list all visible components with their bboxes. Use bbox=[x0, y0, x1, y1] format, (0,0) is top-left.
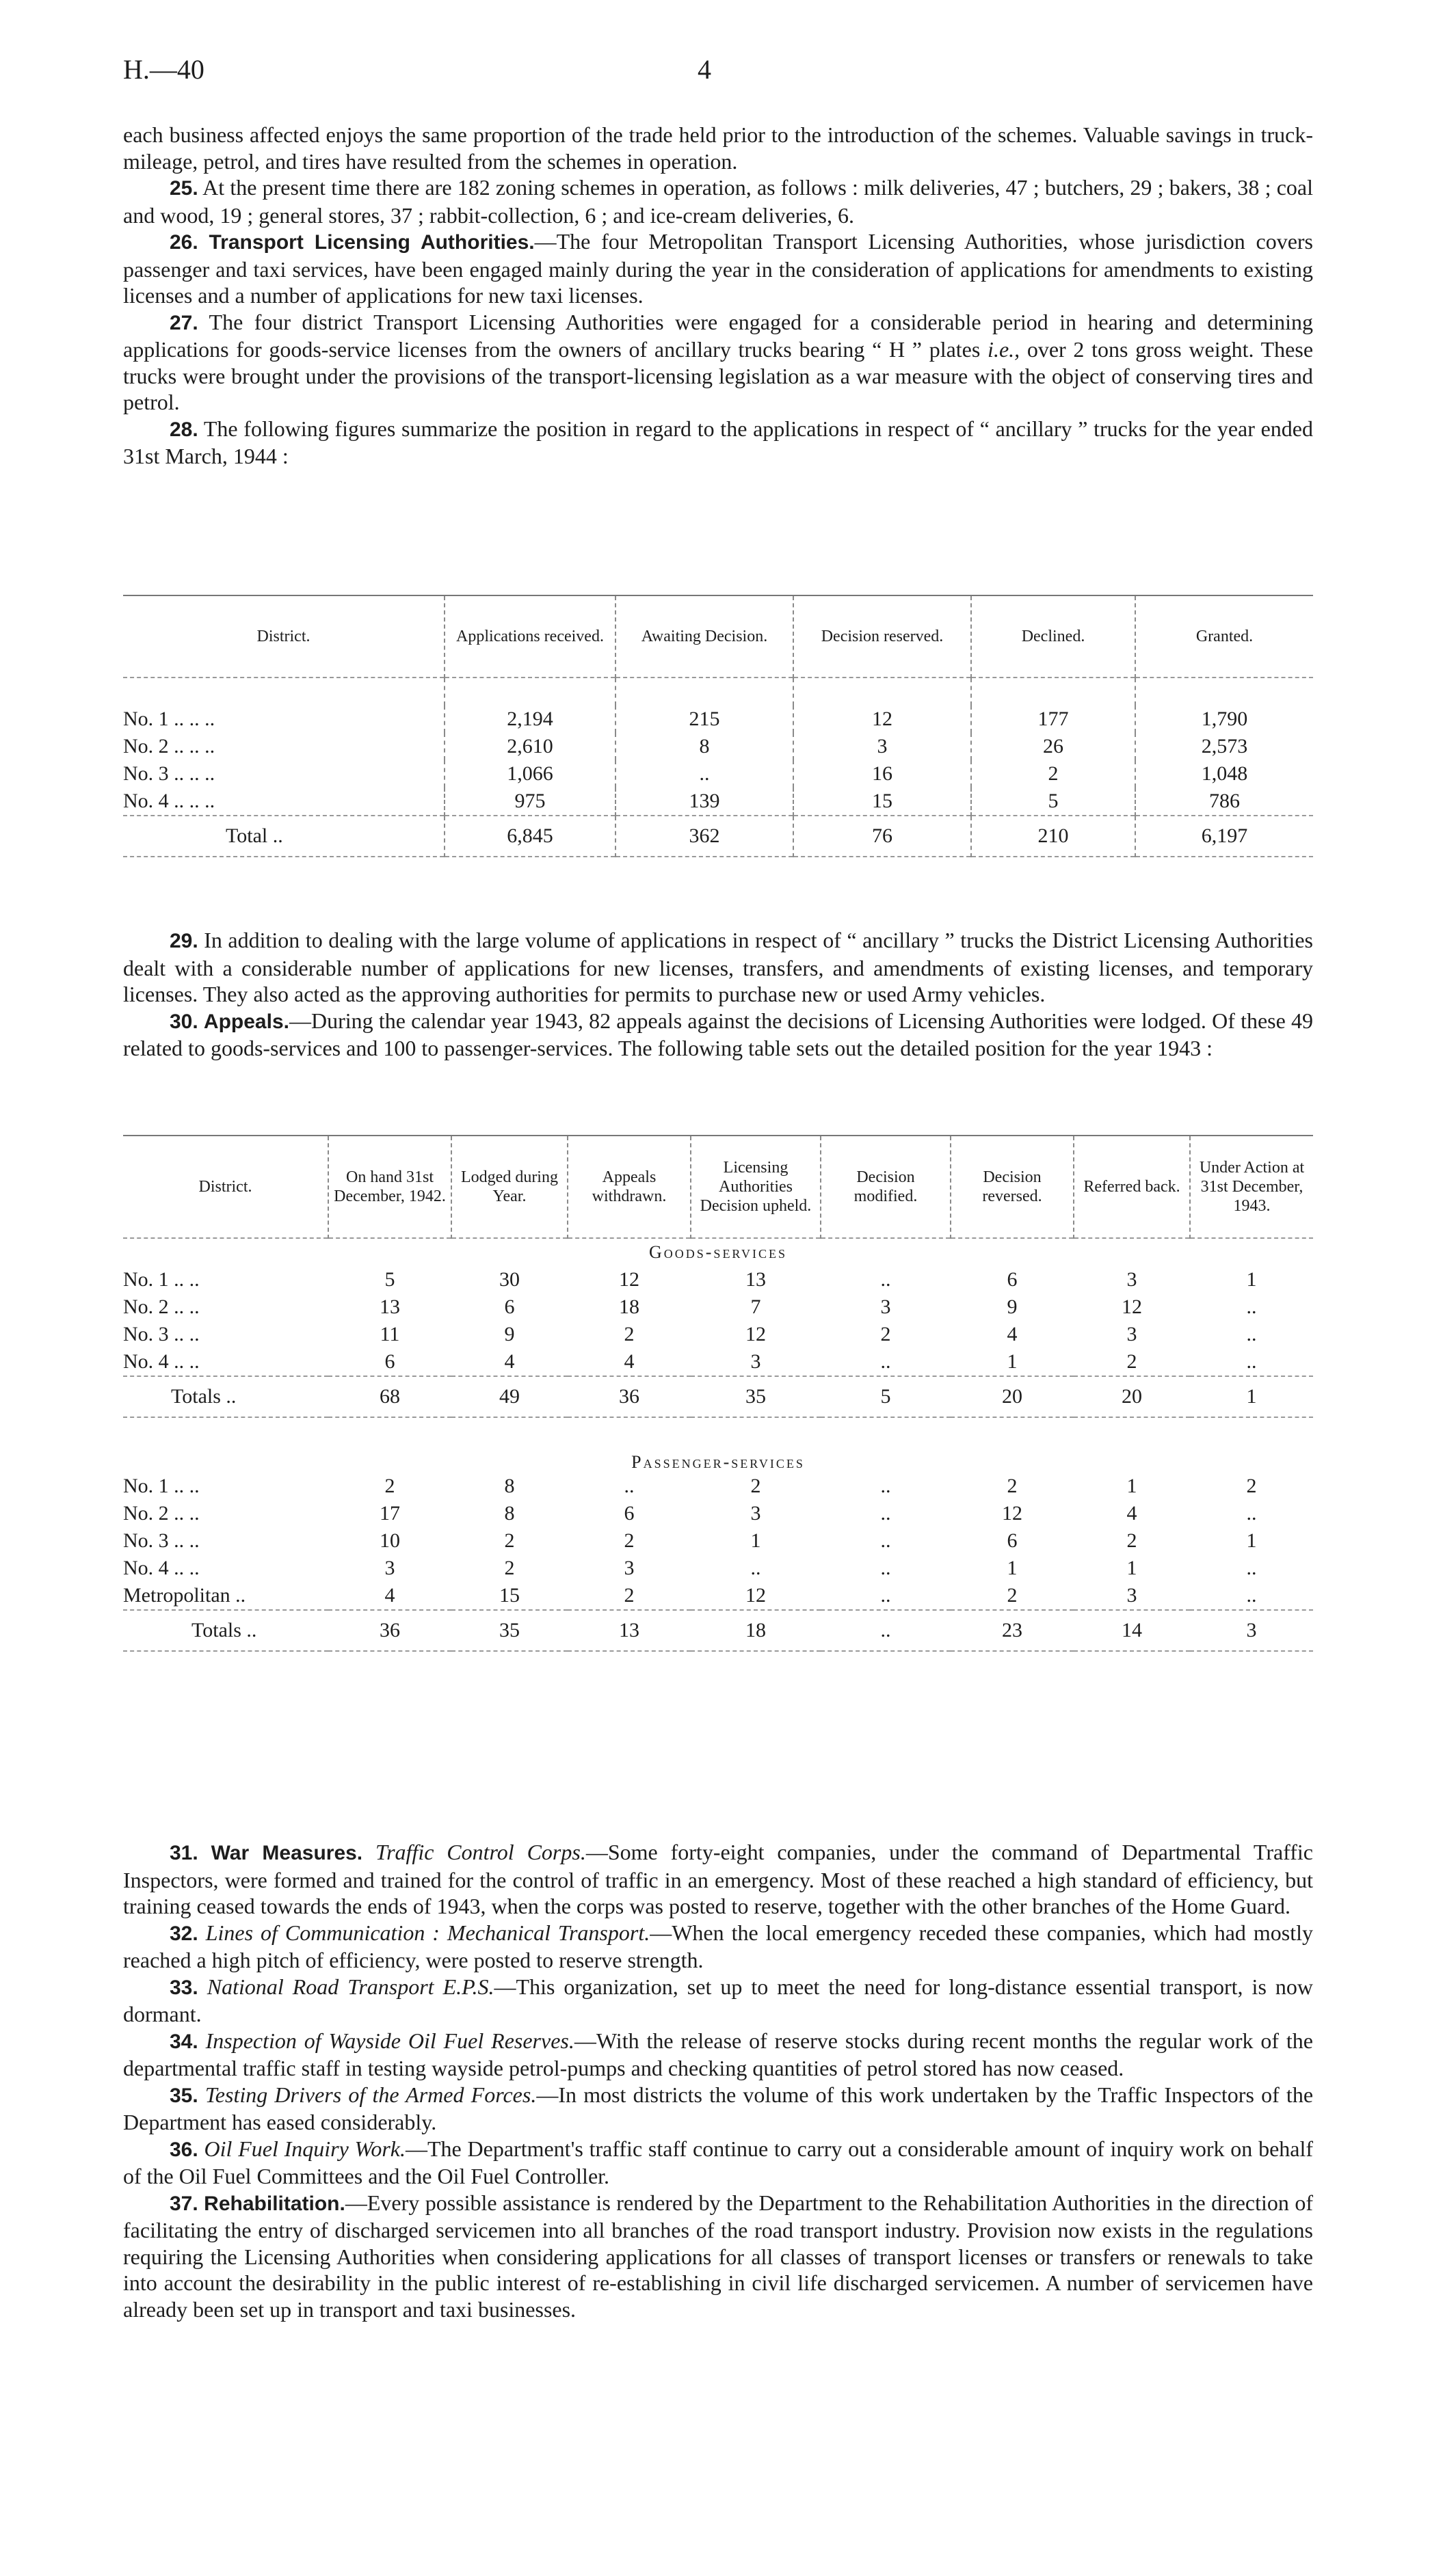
total-cell: 14 bbox=[1122, 1619, 1142, 1641]
col-declined: Declined. bbox=[971, 595, 1135, 677]
table-cell: 5 bbox=[384, 1268, 395, 1291]
district-name: No. 1 bbox=[123, 1475, 169, 1497]
table-cell: 12 bbox=[619, 1268, 639, 1291]
table-cell: 7 bbox=[750, 1296, 761, 1318]
table-cell: .. bbox=[880, 1350, 891, 1373]
table-cell: 1,066 bbox=[445, 760, 615, 788]
table-cell: 16 bbox=[793, 760, 971, 788]
text-block-bottom bbox=[123, 1839, 1313, 2322]
table-cell: 17 bbox=[380, 1502, 400, 1525]
paragraph-32: 32. Lines of Communication : Mechanical Transport.—When the local emergency receded these companies, which had mostly reached a high pitch of efficiency, were posted to reserve strength. bbox=[123, 1920, 1314, 1972]
total-label: Totals bbox=[171, 1385, 221, 1408]
col-district: District. bbox=[198, 1178, 252, 1196]
table-cell: .. bbox=[880, 1584, 891, 1607]
paragraph-25: 25. At the present time there are 182 zoning schemes in operation, as follows : milk deliveries, 47 ; butchers, 29 ; bakers, 38 ; coal and wood, 19 ; general stores, 37 ; rabbit-collection, 6 ; and ice-cream deliveries, 6. bbox=[123, 175, 1314, 228]
paragraph-36: 36. Oil Fuel Inquiry Work.—The Department's traffic staff continue to carry out a considerable amount of inquiry work on behalf of the Oil Fuel Committees and the Oil Fuel Controller. bbox=[123, 2136, 1314, 2188]
table-cell: 1 bbox=[1246, 1529, 1257, 1552]
district-name: No. 4 bbox=[123, 1557, 169, 1579]
table-cell: 8 bbox=[504, 1502, 515, 1525]
total-cell: 3 bbox=[1246, 1619, 1257, 1641]
table-cell: 2,194 bbox=[445, 706, 615, 733]
table-cell: .. bbox=[880, 1268, 891, 1291]
table-cell: 2 bbox=[971, 760, 1135, 788]
table-cell: .. bbox=[1246, 1296, 1257, 1318]
table-cell: 2 bbox=[504, 1557, 515, 1579]
page-number: 4 bbox=[698, 54, 711, 85]
table-cell: 15 bbox=[793, 788, 971, 816]
paragraph-27: 27. The four district Transport Licensing Authorities were engaged for a considerable period in hearing and determining applications for goods-service licenses from the owners of ancillary trucks bearing “ H ” plates i.e., over 2 tons gross weight. These trucks were brought under the provisions of the transport-licensing legislation as a war measure with the object of conserving tires and petrol. bbox=[123, 309, 1314, 414]
district-name: No. 3 bbox=[123, 1323, 169, 1345]
table-cell: 3 bbox=[384, 1557, 395, 1579]
table-cell: .. bbox=[1246, 1584, 1257, 1607]
table-cell: 2,573 bbox=[1135, 733, 1313, 760]
table-cell: 6 bbox=[1007, 1529, 1018, 1552]
table-cell: .. bbox=[880, 1557, 891, 1579]
table-cell: 2 bbox=[624, 1529, 635, 1552]
paragraph-33: 33. National Road Transport E.P.S.—This organization, set up to meet the need for long-distance essential transport, is now dormant. bbox=[123, 1974, 1313, 2026]
table-row: No. 3 .. .. 10 2 2 1 .. 6 2 1 bbox=[123, 1527, 1313, 1555]
table-cell: 5 bbox=[971, 788, 1135, 816]
table-cell: .. bbox=[615, 760, 793, 788]
table-cell: 6 bbox=[384, 1350, 395, 1373]
table-cell: 2 bbox=[1126, 1529, 1137, 1552]
table-cell: 3 bbox=[880, 1296, 891, 1318]
table-cell: 1,790 bbox=[1135, 706, 1313, 733]
table-cell: 12 bbox=[745, 1323, 766, 1345]
paragraph-30: 30. Appeals.—During the calendar year 1943, 82 appeals against the decisions of Licensing Authorities were lodged. Of these 49 related to goods-services and 100 to passenger-services. The following table sets out the detailed position for the year 1943 : bbox=[123, 1008, 1314, 1060]
total-cell: 1 bbox=[1246, 1385, 1257, 1408]
table-cell: 3 bbox=[1126, 1323, 1137, 1345]
col-reversed: Decision reversed. bbox=[951, 1136, 1074, 1238]
table-cell: 4 bbox=[624, 1350, 635, 1373]
table-cell: .. bbox=[1246, 1323, 1257, 1345]
total-cell: 36 bbox=[619, 1385, 639, 1408]
table-cell: 4 bbox=[1007, 1323, 1018, 1345]
table-cell: 1 bbox=[1007, 1557, 1018, 1579]
table-cell: 15 bbox=[499, 1584, 520, 1607]
total-label: Total bbox=[226, 824, 268, 847]
table-cell: 2 bbox=[624, 1323, 635, 1345]
col-referred-back: Referred back. bbox=[1074, 1136, 1190, 1238]
table-cell: 1,048 bbox=[1135, 760, 1313, 788]
table-cell: .. bbox=[1246, 1557, 1257, 1579]
total-cell: .. bbox=[880, 1619, 891, 1641]
paragraph-34: 34. Inspection of Wayside Oil Fuel Reserves.—With the release of reserve stocks during recent months the regular work of the departmental traffic staff in testing wayside petrol-pumps and checking quantities of petrol stored has now ceased. bbox=[123, 2028, 1314, 2080]
total-cell: 49 bbox=[499, 1385, 520, 1408]
district-name: No. 3 bbox=[123, 762, 169, 785]
text-block-top bbox=[123, 122, 1313, 470]
ancillary-trucks-table bbox=[123, 595, 1313, 857]
table-cell: 4 bbox=[384, 1584, 395, 1607]
col-awaiting-decision: Awaiting Decision. bbox=[615, 595, 793, 677]
table-row: No. 4 .. .. 6 4 4 3 .. 1 2 .. bbox=[123, 1348, 1313, 1376]
table-row: No. 2 .. .. .. 2,610 8 3 26 2,573 bbox=[123, 733, 1313, 760]
paragraph-31: 31. War Measures. Traffic Control Corps.—Some forty-eight companies, under the command of Departmental Traffic Inspectors, were formed and trained for the control of traffic in an emergency. Most of these reached a high standard of efficiency, but training ceased towards the ends of 1943, when the corps was posted to reserve, together with the other branches of the Home Guard. bbox=[123, 1840, 1313, 1918]
col-district: District. bbox=[256, 628, 310, 645]
total-cell: 23 bbox=[1002, 1619, 1022, 1641]
total-cell: 76 bbox=[793, 816, 971, 857]
total-cell: 35 bbox=[499, 1619, 520, 1641]
district-name: No. 1 bbox=[123, 1268, 169, 1291]
total-cell: 36 bbox=[380, 1619, 400, 1641]
paragraph-29: 29. In addition to dealing with the large volume of applications in respect of “ ancillary ” trucks the District Licensing Authorities dealt with a considerable number of applications for new licenses, transfers, and amendments of existing licenses, and temporary licenses. They also acted as the approving authorities for permits to purchase new or used Army vehicles. bbox=[123, 928, 1314, 1006]
table-row: No. 1 .. .. 5 30 12 13 .. 6 3 1 bbox=[123, 1266, 1313, 1293]
table-cell: .. bbox=[750, 1557, 761, 1579]
table-cell: 18 bbox=[619, 1296, 639, 1318]
table-total-row: Totals .. 36 35 13 18 .. 23 14 3 bbox=[123, 1610, 1313, 1651]
table-cell: .. bbox=[880, 1502, 891, 1525]
table-cell: 2 bbox=[1246, 1475, 1257, 1497]
table-cell: 3 bbox=[624, 1557, 635, 1579]
table-cell: 2 bbox=[880, 1323, 891, 1345]
table-row: No. 2 .. .. 13 6 18 7 3 9 12 .. bbox=[123, 1293, 1313, 1321]
table-cell: 1 bbox=[1126, 1557, 1137, 1579]
table-cell: 786 bbox=[1135, 788, 1313, 816]
table-cell: 2 bbox=[1126, 1350, 1137, 1373]
total-cell: 13 bbox=[619, 1619, 639, 1641]
table-total-row: Totals .. 68 49 36 35 5 20 20 1 bbox=[123, 1376, 1313, 1417]
text-block-middle bbox=[123, 927, 1313, 1062]
table-cell: 139 bbox=[615, 788, 793, 816]
total-cell: 18 bbox=[745, 1619, 766, 1641]
col-on-hand: On hand 31st December, 1942. bbox=[328, 1136, 451, 1238]
total-cell: 68 bbox=[380, 1385, 400, 1408]
col-granted: Granted. bbox=[1135, 595, 1313, 677]
col-withdrawn: Appeals withdrawn. bbox=[568, 1136, 691, 1238]
district-name: No. 2 bbox=[123, 1502, 169, 1525]
table-total-row: Total .. 6,845 362 76 210 6,197 bbox=[123, 816, 1313, 857]
paragraph-35: 35. Testing Drivers of the Armed Forces.—In most districts the volume of this work undertaken by the Traffic Inspectors of the Department has eased considerably. bbox=[123, 2082, 1314, 2134]
table-cell: 2 bbox=[384, 1475, 395, 1497]
table-cell: 6 bbox=[624, 1502, 635, 1525]
table-row: Metropolitan .. 4 15 2 12 .. 2 3 .. bbox=[123, 1582, 1313, 1610]
section-title-goods: Goods-services bbox=[648, 1242, 788, 1262]
table-cell: 2 bbox=[624, 1584, 635, 1607]
district-name: No. 3 bbox=[123, 1529, 169, 1552]
table-cell: 26 bbox=[971, 733, 1135, 760]
district-name: Metropolitan bbox=[123, 1584, 230, 1607]
table-cell: 1 bbox=[1246, 1268, 1257, 1291]
table-cell: 12 bbox=[1002, 1502, 1022, 1525]
col-under-action: Under Action at 31st December, 1943. bbox=[1190, 1136, 1313, 1238]
table-row: No. 4 .. .. .. 975 139 15 5 786 bbox=[123, 788, 1313, 816]
district-name: No. 4 bbox=[123, 1350, 169, 1373]
table-row: No. 1 .. .. .. 2,194 215 12 177 1,790 bbox=[123, 706, 1313, 733]
table-cell: 9 bbox=[504, 1323, 515, 1345]
table-cell: 3 bbox=[750, 1502, 761, 1525]
section-title-passenger: Passenger-services bbox=[631, 1452, 805, 1472]
table-cell: 11 bbox=[380, 1323, 400, 1345]
table-row: No. 4 .. .. 3 2 3 .. .. 1 1 .. bbox=[123, 1555, 1313, 1582]
table-cell: 8 bbox=[615, 733, 793, 760]
table-cell: 3 bbox=[1126, 1268, 1137, 1291]
total-cell: 6,197 bbox=[1135, 816, 1313, 857]
col-lodged: Lodged during Year. bbox=[451, 1136, 568, 1238]
table-cell: 3 bbox=[1126, 1584, 1137, 1607]
table-cell: 4 bbox=[504, 1350, 515, 1373]
paragraph-continued: each business affected enjoys the same proportion of the trade held prior to the introduction of the schemes. Valuable savings in truck-mileage, petrol, and tires have resulted from the schemes in operation. bbox=[123, 122, 1313, 174]
col-decision-reserved: Decision reserved. bbox=[793, 595, 971, 677]
col-applications-received: Applications received. bbox=[445, 595, 615, 677]
table-cell: 1 bbox=[1007, 1350, 1018, 1373]
table-cell: 12 bbox=[745, 1584, 766, 1607]
table-row: No. 2 .. .. 17 8 6 3 .. 12 4 .. bbox=[123, 1500, 1313, 1527]
col-modified: Decision modified. bbox=[821, 1136, 951, 1238]
table-cell: 2 bbox=[1007, 1584, 1018, 1607]
table-cell: 1 bbox=[1126, 1475, 1137, 1497]
table-cell: 3 bbox=[793, 733, 971, 760]
table-cell: 2,610 bbox=[445, 733, 615, 760]
table-cell: 2 bbox=[1007, 1475, 1018, 1497]
table-cell: .. bbox=[624, 1475, 635, 1497]
total-cell: 20 bbox=[1122, 1385, 1142, 1408]
total-cell: 6,845 bbox=[445, 816, 615, 857]
table-cell: 13 bbox=[380, 1296, 400, 1318]
table-cell: .. bbox=[1246, 1350, 1257, 1373]
table-cell: 177 bbox=[971, 706, 1135, 733]
table-cell: 30 bbox=[499, 1268, 520, 1291]
document-reference: H.—40 bbox=[123, 54, 204, 85]
district-name: No. 2 bbox=[123, 1296, 169, 1318]
table-cell: 215 bbox=[615, 706, 793, 733]
table-cell: 12 bbox=[793, 706, 971, 733]
appeals-table bbox=[123, 1135, 1313, 1652]
table-cell: 4 bbox=[1126, 1502, 1137, 1525]
table-cell: 3 bbox=[750, 1350, 761, 1373]
table-cell: 13 bbox=[745, 1268, 766, 1291]
total-label: Totals bbox=[191, 1619, 241, 1641]
table-cell: 2 bbox=[750, 1475, 761, 1497]
paragraph-26: 26. Transport Licensing Authorities.—The four Metropolitan Transport Licensing Authorities, whose jurisdiction covers passenger and taxi services, have been engaged mainly during the year in the consideration of applications for amendments to existing licenses and a number of applications for new taxi licenses. bbox=[123, 229, 1314, 308]
table-cell: 12 bbox=[1122, 1296, 1142, 1318]
table-row: No. 3 .. .. .. 1,066 .. 16 2 1,048 bbox=[123, 760, 1313, 788]
table-cell: 10 bbox=[380, 1529, 400, 1552]
table-cell: 8 bbox=[504, 1475, 515, 1497]
table-cell: .. bbox=[880, 1475, 891, 1497]
total-cell: 20 bbox=[1002, 1385, 1022, 1408]
table-cell: .. bbox=[880, 1529, 891, 1552]
paragraph-37: 37. Rehabilitation.—Every possible assistance is rendered by the Department to the Rehabilitation Authorities in the direction of facilitating the entry of discharged servicemen into all branches of the road transport industry. Provision now exists in the regulations requiring the Licensing Authorities when considering applications for all classes of transport licenses or transfers or renewals to take into account the desirability in the public interest of re-establishing in civil life discharged servicemen. A number of servicemen have already been set up in transport and taxi businesses. bbox=[123, 2190, 1314, 2322]
paragraph-28: 28. The following figures summarize the position in regard to the applications in respect of “ ancillary ” trucks for the year ended 31st March, 1944 : bbox=[123, 416, 1314, 468]
district-name: No. 1 bbox=[123, 708, 169, 730]
table-cell: 9 bbox=[1007, 1296, 1018, 1318]
table-cell: 1 bbox=[750, 1529, 761, 1552]
col-upheld: Licensing Authorities Decision upheld. bbox=[691, 1136, 821, 1238]
table-row: No. 3 .. .. 11 9 2 12 2 4 3 .. bbox=[123, 1321, 1313, 1348]
total-cell: 35 bbox=[745, 1385, 766, 1408]
table-cell: 6 bbox=[1007, 1268, 1018, 1291]
district-name: No. 2 bbox=[123, 735, 169, 757]
total-cell: 5 bbox=[880, 1385, 891, 1408]
table-cell: 2 bbox=[504, 1529, 515, 1552]
total-cell: 362 bbox=[615, 816, 793, 857]
total-cell: 210 bbox=[971, 816, 1135, 857]
table-cell: 975 bbox=[445, 788, 615, 816]
table-cell: .. bbox=[1246, 1502, 1257, 1525]
district-name: No. 4 bbox=[123, 790, 169, 812]
table-row: No. 1 .. .. 2 8 .. 2 .. 2 1 2 bbox=[123, 1473, 1313, 1500]
table-cell: 6 bbox=[504, 1296, 515, 1318]
